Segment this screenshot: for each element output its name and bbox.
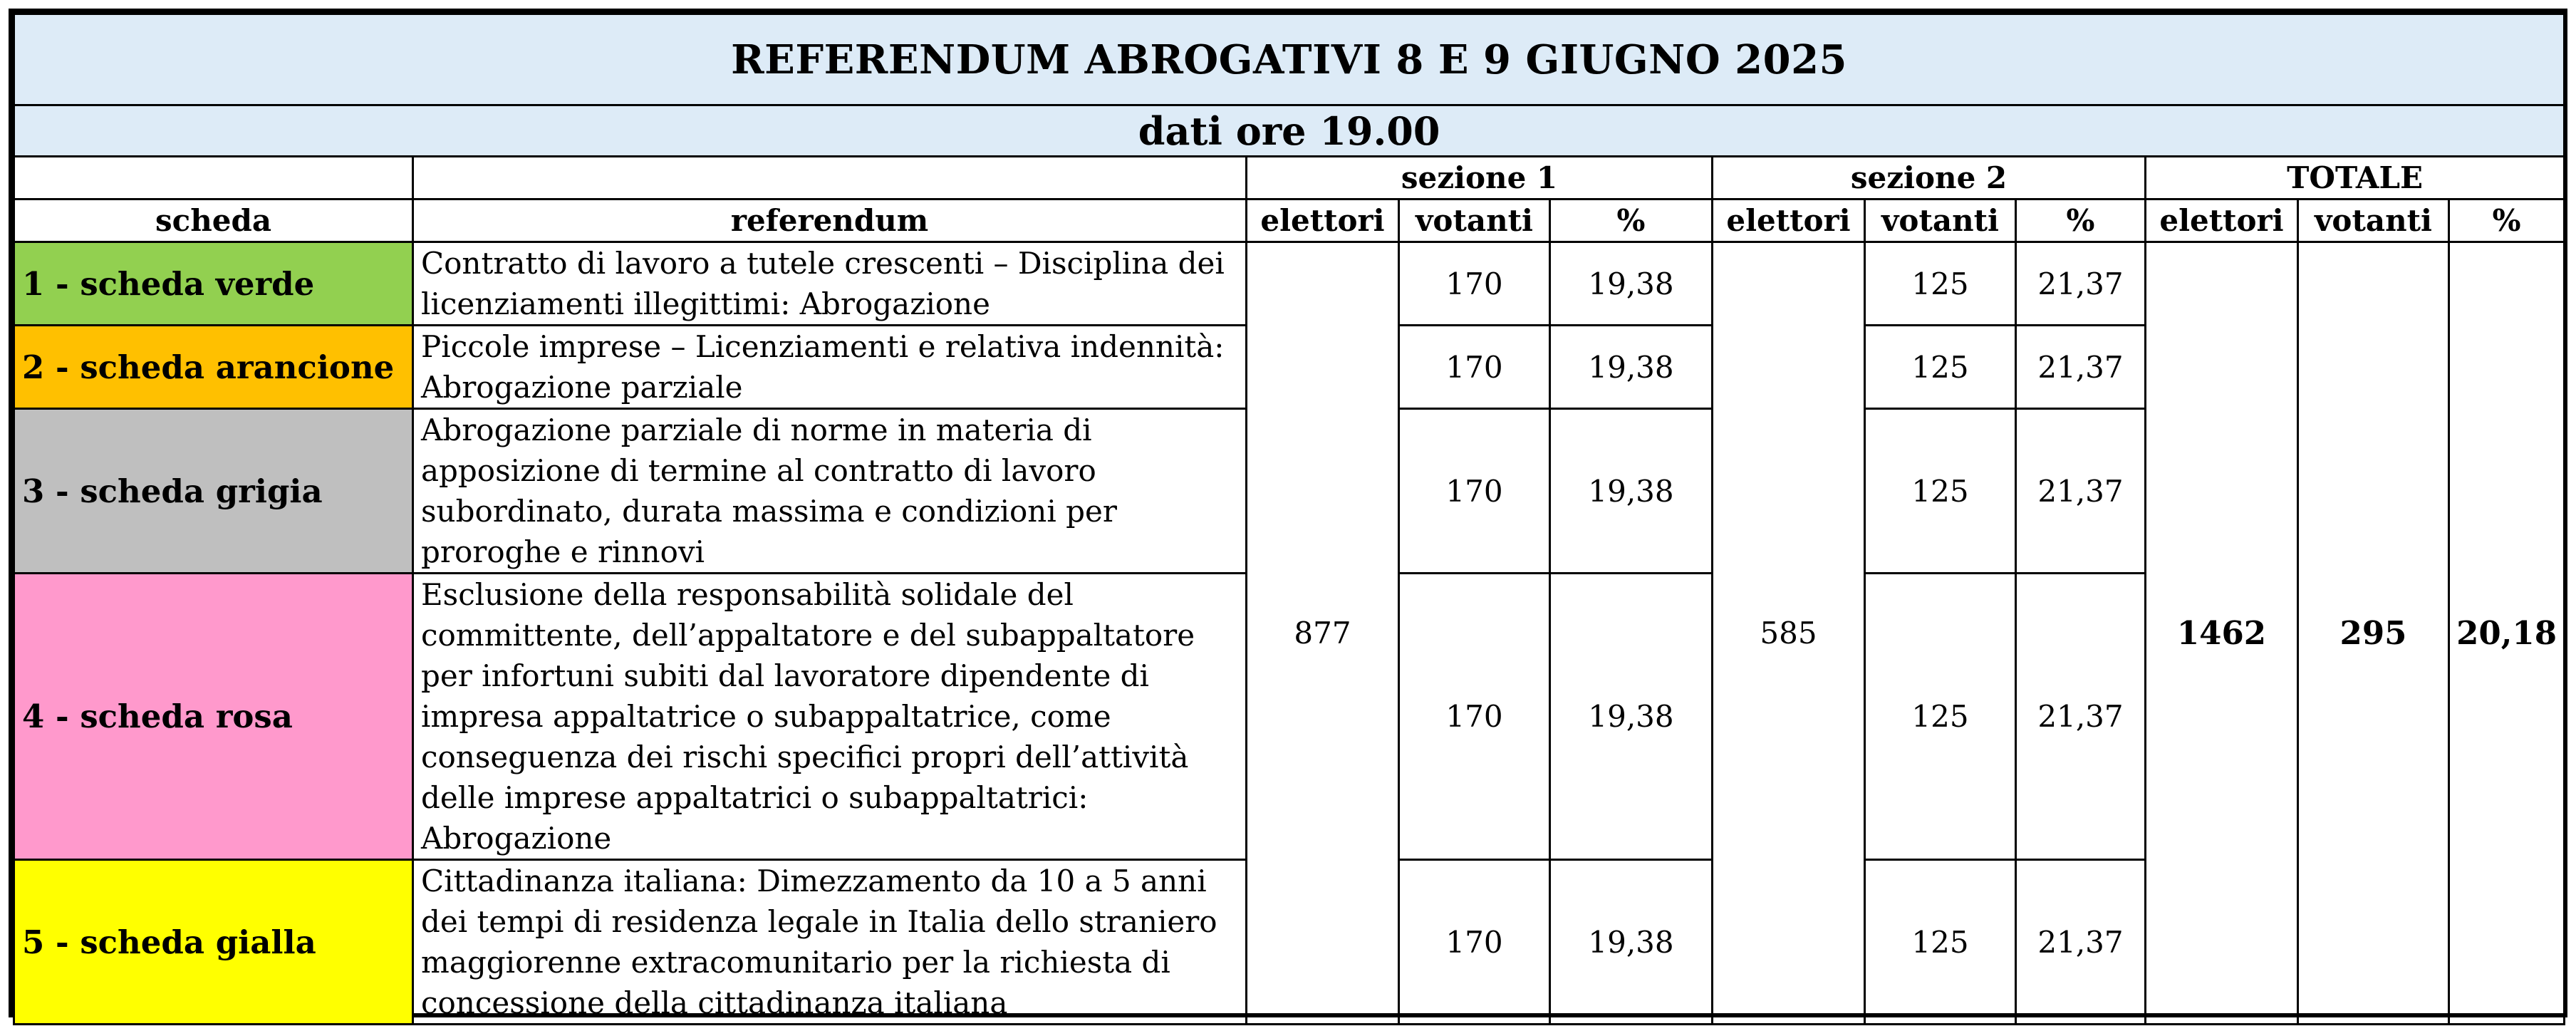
scheda-verde-label: 1 - scheda verde bbox=[14, 242, 413, 326]
sezione-1-percent: 19,38 bbox=[1550, 326, 1713, 409]
column-header-tot-percent: % bbox=[2449, 200, 2565, 242]
page-subtitle: dati ore 19.00 bbox=[14, 105, 2565, 157]
sezione-1-votanti: 170 bbox=[1399, 574, 1550, 860]
sezione-1-votanti: 170 bbox=[1399, 409, 1550, 574]
column-header-s2-votanti: votanti bbox=[1865, 200, 2016, 242]
sezione-2-votanti: 125 bbox=[1865, 574, 2016, 860]
sezione-2-votanti: 125 bbox=[1865, 326, 2016, 409]
page-title: REFERENDUM ABROGATIVI 8 E 9 GIUGNO 2025 bbox=[14, 14, 2565, 105]
totale-elettori: 1462 bbox=[2146, 242, 2298, 1025]
title-row bbox=[14, 14, 2565, 105]
column-header-tot-elettori: elettori bbox=[2146, 200, 2298, 242]
referendum-description: Abrogazione parziale di norme in materia di apposizione di termine al contratto di lavoro subordinato, durata massima e condizioni per proroghe e rinnovi bbox=[413, 409, 1247, 574]
sezione-1-votanti: 170 bbox=[1399, 860, 1550, 1025]
sezione-2-votanti: 125 bbox=[1865, 860, 2016, 1025]
group-header-sezione-1: sezione 1 bbox=[1247, 157, 1713, 200]
column-header-s1-votanti: votanti bbox=[1399, 200, 1550, 242]
column-header-scheda: scheda bbox=[14, 200, 413, 242]
referendum-description: Cittadinanza italiana: Dimezzamento da 10 a 5 anni dei tempi di residenza legale in Italia dello straniero maggiorenne extracomunitario per la richiesta di concessione della cittadinanza italiana bbox=[413, 860, 1247, 1025]
referendum-table bbox=[13, 13, 2565, 1025]
column-header-s1-percent: % bbox=[1550, 200, 1713, 242]
group-header-row bbox=[14, 157, 2565, 200]
sezione-2-elettori: 585 bbox=[1713, 242, 1865, 1025]
sezione-1-percent: 19,38 bbox=[1550, 860, 1713, 1025]
totale-votanti: 295 bbox=[2298, 242, 2449, 1025]
column-header-s1-elettori: elettori bbox=[1247, 200, 1399, 242]
column-header-tot-votanti: votanti bbox=[2298, 200, 2449, 242]
sezione-2-votanti: 125 bbox=[1865, 409, 2016, 574]
sezione-2-percent: 21,37 bbox=[2016, 409, 2146, 574]
referendum-description: Piccole imprese – Licenziamenti e relativa indennità: Abrogazione parziale bbox=[413, 326, 1247, 409]
referendum-description: Contratto di lavoro a tutele crescenti – Disciplina dei licenziamenti illegittimi: Abrogazione bbox=[413, 242, 1247, 326]
sezione-1-votanti: 170 bbox=[1399, 242, 1550, 326]
totale-percent: 20,18 bbox=[2449, 242, 2565, 1025]
sezione-1-percent: 19,38 bbox=[1550, 242, 1713, 326]
subtitle-row bbox=[14, 105, 2565, 157]
sezione-2-percent: 21,37 bbox=[2016, 574, 2146, 860]
group-header-sezione-2: sezione 2 bbox=[1713, 157, 2146, 200]
sezione-1-percent: 19,38 bbox=[1550, 409, 1713, 574]
sezione-2-votanti: 125 bbox=[1865, 242, 2016, 326]
table-row bbox=[14, 242, 2565, 326]
sezione-1-elettori: 877 bbox=[1247, 242, 1399, 1025]
sezione-1-percent: 19,38 bbox=[1550, 574, 1713, 860]
sezione-1-votanti: 170 bbox=[1399, 326, 1550, 409]
sezione-2-percent: 21,37 bbox=[2016, 326, 2146, 409]
empty-header-cell bbox=[413, 157, 1247, 200]
column-header-row bbox=[14, 200, 2565, 242]
referendum-sheet bbox=[9, 9, 2567, 1020]
group-header-totale: TOTALE bbox=[2146, 157, 2565, 200]
column-header-s2-percent: % bbox=[2016, 200, 2146, 242]
empty-header-cell bbox=[14, 157, 413, 200]
sezione-2-percent: 21,37 bbox=[2016, 242, 2146, 326]
scheda-rosa-label: 4 - scheda rosa bbox=[14, 574, 413, 860]
column-header-s2-elettori: elettori bbox=[1713, 200, 1865, 242]
scheda-grigia-label: 3 - scheda grigia bbox=[14, 409, 413, 574]
scheda-arancione-label: 2 - scheda arancione bbox=[14, 326, 413, 409]
column-header-referendum: referendum bbox=[413, 200, 1247, 242]
referendum-description: Esclusione della responsabilità solidale del committente, dell’appaltatore e del subappaltatore per infortuni subiti dal lavoratore dipendente di impresa appaltatrice o subappaltatrice, come conseguenza dei rischi specifici propri dell’attività delle imprese appaltatrici o subappaltatrici: Abrogazione bbox=[413, 574, 1247, 860]
sezione-2-percent: 21,37 bbox=[2016, 860, 2146, 1025]
scheda-gialla-label: 5 - scheda gialla bbox=[14, 860, 413, 1025]
